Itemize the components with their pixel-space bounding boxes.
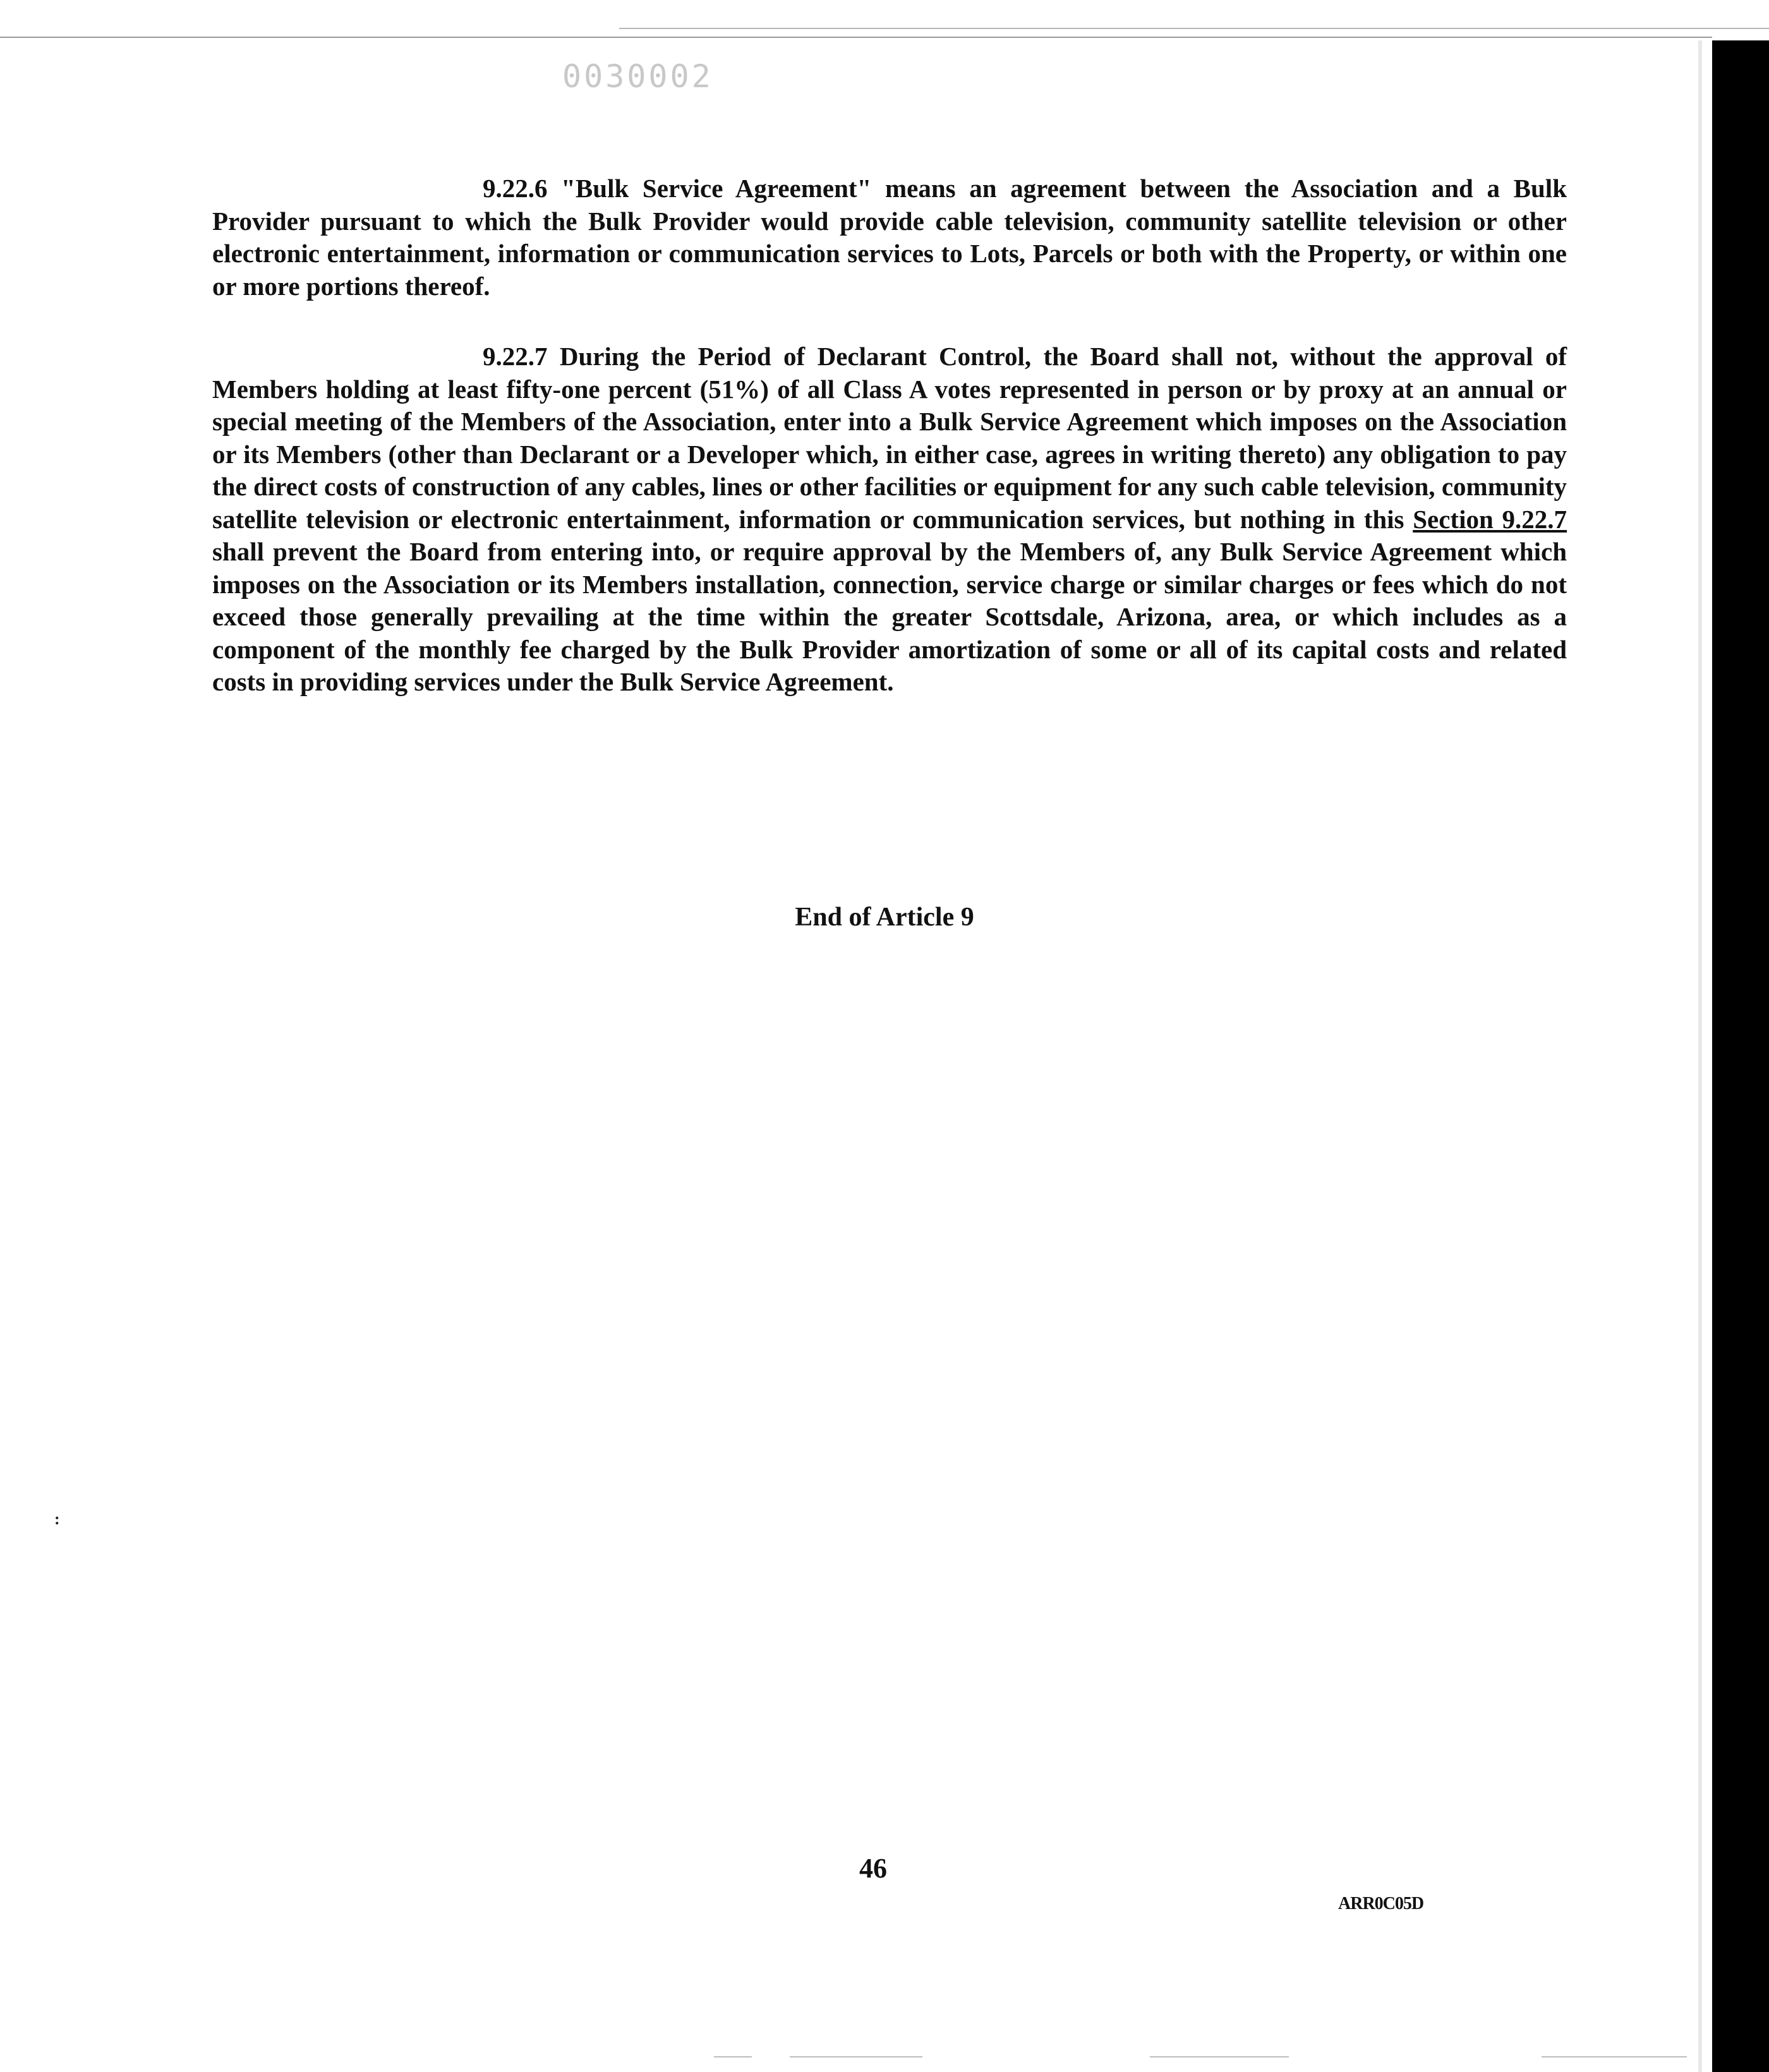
paragraph-9-22-6	[212, 172, 1567, 303]
scan-edge-bottom	[714, 2056, 752, 2057]
scan-right-edge-highlight	[1698, 40, 1702, 2072]
scan-right-black-border	[1712, 40, 1769, 2072]
scan-edge-top-secondary	[619, 28, 1769, 29]
scan-edge-bottom	[1150, 2056, 1289, 2057]
paragraph-9-22-7	[212, 340, 1567, 699]
margin-mark: :	[54, 1510, 60, 1528]
scan-edge-bottom	[834, 2056, 922, 2057]
scan-edge-bottom	[1542, 2056, 1687, 2057]
paragraph-text-after-reference: shall prevent the Board from entering into, or require approval by the Members of, any Bulk Service Agreement which imposes on the Association or its Members installation, connection, service charge or similar charges or fees which do not exceed those generally prevailing at the time within the greater Scottsdale, Arizona, area, or which includes as a component of the monthly fee charged by the Bulk Provider amortization of some or all of its capital costs and related costs in providing services under the Bulk Service Agreement.	[212, 537, 1567, 696]
section-number: 9.22.6	[483, 174, 548, 203]
end-of-article-heading	[0, 902, 1769, 932]
page-number: 46	[859, 1853, 887, 1884]
section-number: 9.22.7	[483, 342, 548, 371]
paragraph-text: "Bulk Service Agreement" means an agreement between the Association and a Bulk Provider pursuant to which the Bulk Provider would provide cable television, community satellite television or other electronic entertainment, information or communication services to Lots, Parcels or both with the Property, or within one or more portions thereof.	[212, 174, 1567, 301]
scan-edge-top	[0, 37, 1712, 38]
end-of-article-text: End of Article 9	[795, 903, 974, 932]
document-stamp: 0030002	[562, 58, 713, 95]
document-code: ARR0C05D	[1338, 1894, 1424, 1913]
section-reference: Section 9.22.7	[1413, 504, 1567, 534]
paragraph-text-before-reference: During the Period of Declarant Control, the Board shall not, without the approval of Members holding at least fifty-one percent (51%) of all Class A votes represented in person or by proxy at an annual or special meeting of the Members of the Association, enter into a Bulk Service Agreement which imposes on the Association or its Members (other than Declarant or a Developer which, in either case, agrees in writing thereto) any obligation to pay the direct costs of construction of any cables, lines or other facilities or equipment for any such cable television, community satellite television or electronic entertainment, information or communication services, but nothing in this	[212, 342, 1567, 534]
